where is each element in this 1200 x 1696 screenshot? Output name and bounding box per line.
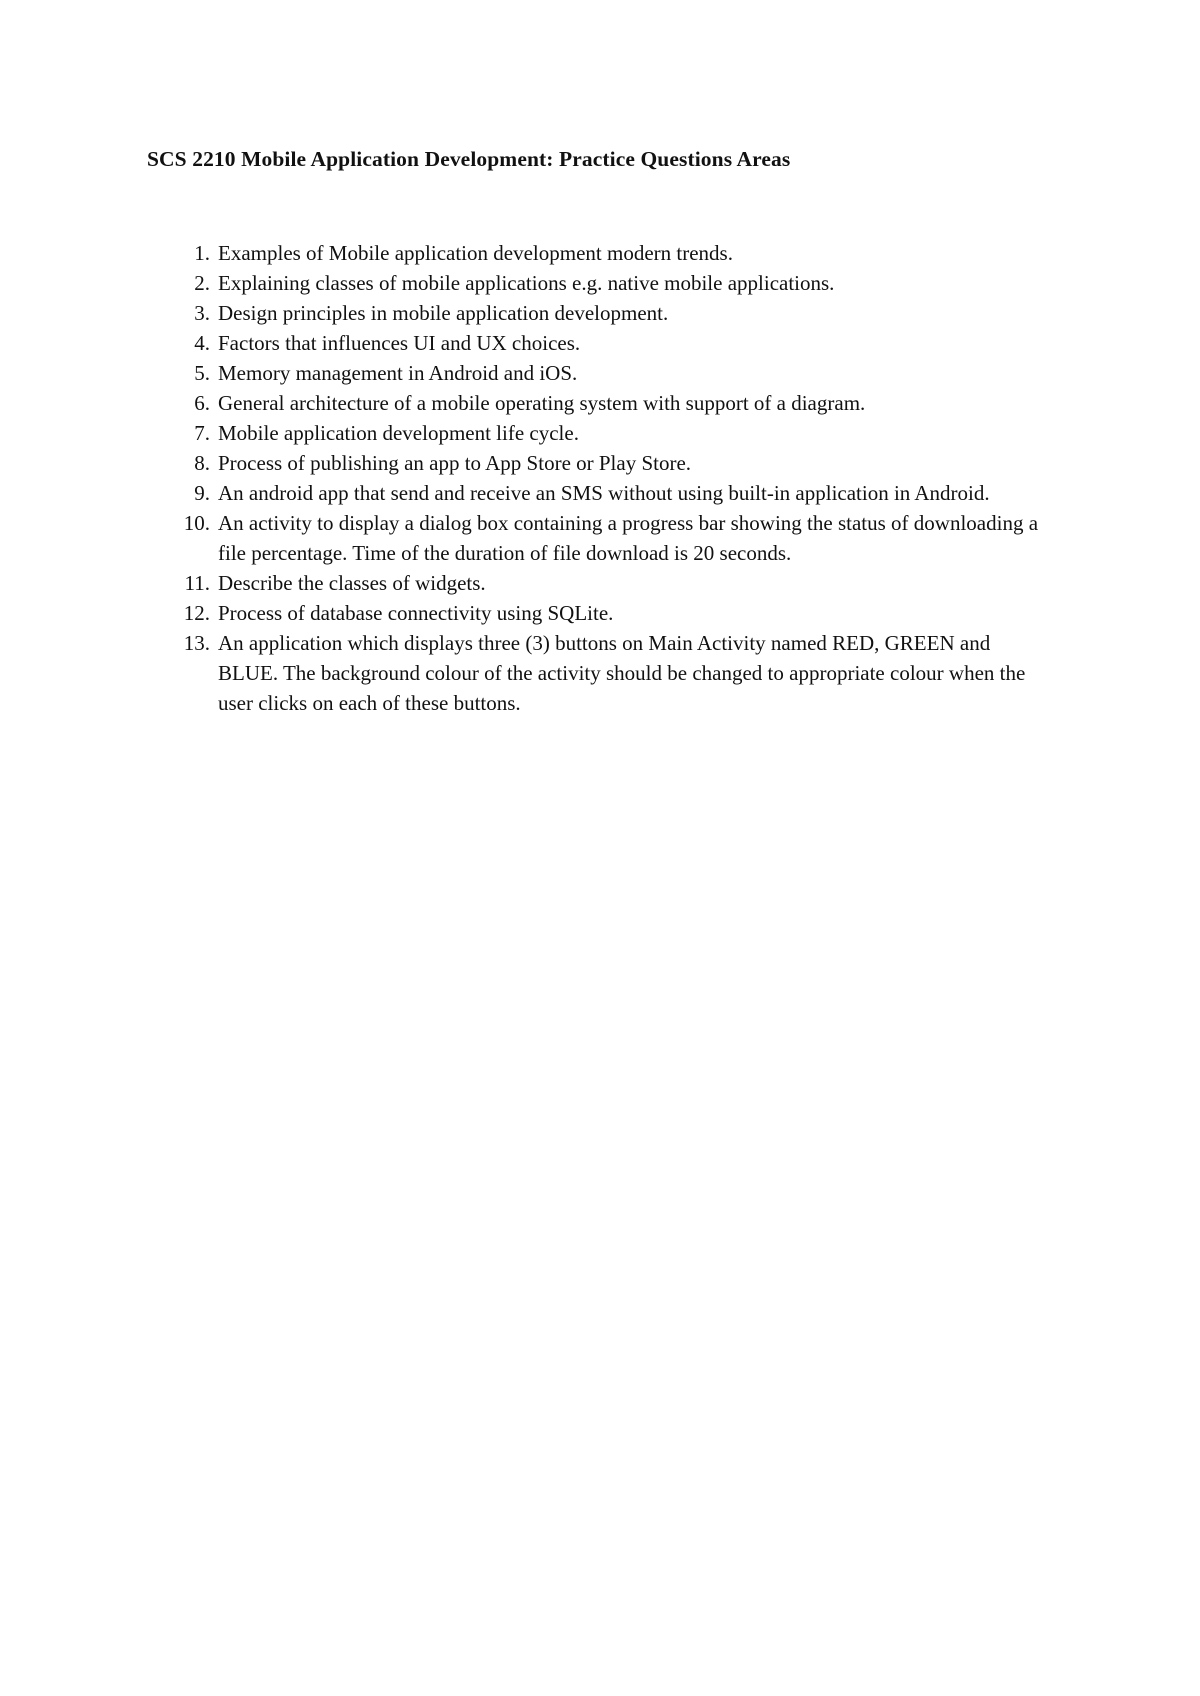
question-text: Explaining classes of mobile applications e.g. native mobile applications. xyxy=(218,271,835,295)
list-item xyxy=(0,418,1048,448)
question-number: 8. xyxy=(194,451,210,475)
question-text: An application which displays three (3) buttons on Main Activity named RED, GREEN and BLUE. The background colour of the activity should be changed to appropriate colour when the user clicks on each of these buttons. xyxy=(218,631,1026,715)
question-text: Process of publishing an app to App Store or Play Store. xyxy=(218,451,692,475)
list-item xyxy=(0,298,1048,328)
practice-questions-list xyxy=(0,238,1200,718)
list-item xyxy=(0,328,1048,358)
question-number: 7. xyxy=(194,421,210,445)
list-item xyxy=(0,238,1048,268)
question-number: 12. xyxy=(183,601,210,625)
question-number: 10. xyxy=(183,511,210,535)
list-item xyxy=(0,358,1048,388)
list-item xyxy=(0,478,1048,508)
question-number: 1. xyxy=(194,241,210,265)
list-item xyxy=(0,508,1048,568)
question-number: 5. xyxy=(194,361,210,385)
document-title: SCS 2210 Mobile Application Development: Practice Questions Areas xyxy=(147,147,791,171)
question-text: Describe the classes of widgets. xyxy=(218,571,486,595)
question-number: 11. xyxy=(184,571,210,595)
list-item xyxy=(0,568,1048,598)
question-number: 9. xyxy=(194,481,210,505)
list-item xyxy=(0,268,1048,298)
question-text: Factors that influences UI and UX choices. xyxy=(218,331,581,355)
question-text: Process of database connectivity using SQLite. xyxy=(218,601,614,625)
question-number: 3. xyxy=(194,301,210,325)
question-text: General architecture of a mobile operating system with support of a diagram. xyxy=(218,391,866,415)
question-text: An android app that send and receive an SMS without using built-in application in Android. xyxy=(218,481,990,505)
question-text: Mobile application development life cycle. xyxy=(218,421,579,445)
list-item xyxy=(0,448,1048,478)
list-item xyxy=(0,388,1048,418)
question-number: 13. xyxy=(183,631,210,655)
question-text: Design principles in mobile application development. xyxy=(218,301,669,325)
question-text: Memory management in Android and iOS. xyxy=(218,361,578,385)
question-text: Examples of Mobile application development modern trends. xyxy=(218,241,733,265)
question-number: 2. xyxy=(194,271,210,295)
list-item xyxy=(0,628,1048,718)
list-item xyxy=(0,598,1048,628)
question-text: An activity to display a dialog box containing a progress bar showing the status of downloading a file percentage. Time of the duration of file download is 20 seconds. xyxy=(218,511,1039,565)
question-number: 4. xyxy=(194,331,210,355)
question-number: 6. xyxy=(194,391,210,415)
